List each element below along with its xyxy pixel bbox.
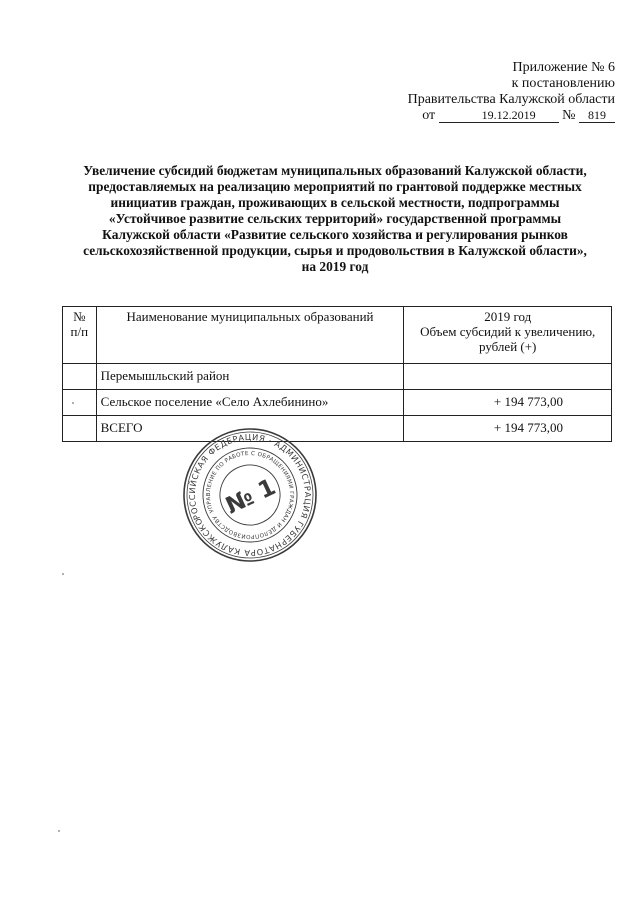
header-amount bbox=[404, 307, 612, 364]
header-num: № п/п bbox=[63, 307, 97, 364]
resolution-number: 819 bbox=[579, 109, 615, 123]
title-line: Увеличение субсидий бюджетам муниципальных образований Калужской области, bbox=[83, 163, 587, 178]
row-num bbox=[63, 416, 97, 442]
header-amount-desc: Объем субсидий к увеличению, рублей (+) bbox=[420, 324, 596, 354]
date-prefix: от bbox=[422, 108, 436, 123]
table-row bbox=[63, 416, 612, 442]
scan-speck bbox=[62, 573, 64, 575]
row-num bbox=[63, 364, 97, 390]
seal-outer-text: РОССИЙСКАЯ ФЕДЕРАЦИЯ · АДМИНИСТРАЦИЯ ГУБЕРНАТОРА КАЛУЖСКОЙ bbox=[186, 431, 314, 559]
row-amount bbox=[404, 364, 612, 390]
appendix-number: Приложение № 6 bbox=[512, 60, 615, 75]
table-row bbox=[63, 364, 612, 390]
number-prefix: № bbox=[562, 108, 576, 123]
row-amount: + 194 773,00 bbox=[404, 390, 612, 416]
resolution-date-number bbox=[408, 108, 615, 124]
title-line: сельскохозяйственной продукции, сырья и продовольствия в Калужской области», bbox=[83, 243, 587, 258]
appendix-header bbox=[408, 60, 615, 124]
title-line: Калужской области «Развитие сельского хозяйства и регулирования рынков bbox=[102, 227, 568, 242]
document-title bbox=[60, 163, 610, 275]
subsidy-table bbox=[62, 306, 612, 442]
seal-inner-text: УПРАВЛЕНИЕ ПО РАБОТЕ С ОБРАЩЕНИЯМИ ГРАЖДАН И ДЕЛОПРОИЗВОДСТВУ bbox=[205, 450, 295, 540]
seal-graphic bbox=[180, 425, 320, 565]
appendix-government: Правительства Калужской области bbox=[407, 92, 615, 107]
appendix-resolution-ref: к постановлению bbox=[511, 76, 615, 91]
scan-speck bbox=[58, 830, 60, 832]
row-name: Перемышльский район bbox=[96, 364, 404, 390]
title-line: инициатив граждан, проживающих в сельской местности, подпрограммы bbox=[110, 195, 560, 210]
row-name: Сельское поселение «Село Ахлебинино» bbox=[96, 390, 404, 416]
row-amount: + 194 773,00 bbox=[404, 416, 612, 442]
row-name: ВСЕГО bbox=[96, 416, 404, 442]
scan-speck bbox=[72, 402, 74, 404]
row-num bbox=[63, 390, 97, 416]
table-header-row bbox=[63, 307, 612, 364]
table-row bbox=[63, 390, 612, 416]
resolution-date: 19.12.2019 bbox=[439, 109, 559, 123]
official-seal-stamp bbox=[180, 425, 320, 565]
seal-number: № 1 bbox=[221, 474, 280, 520]
header-name: Наименование муниципальных образований bbox=[96, 307, 404, 364]
header-amount-year: 2019 год bbox=[484, 309, 532, 324]
title-line: предоставляемых на реализацию мероприятий по грантовой поддержке местных bbox=[88, 179, 582, 194]
title-line: «Устойчивое развитие сельских территорий» государственной программы bbox=[108, 211, 562, 226]
title-line: на 2019 год bbox=[301, 259, 369, 274]
